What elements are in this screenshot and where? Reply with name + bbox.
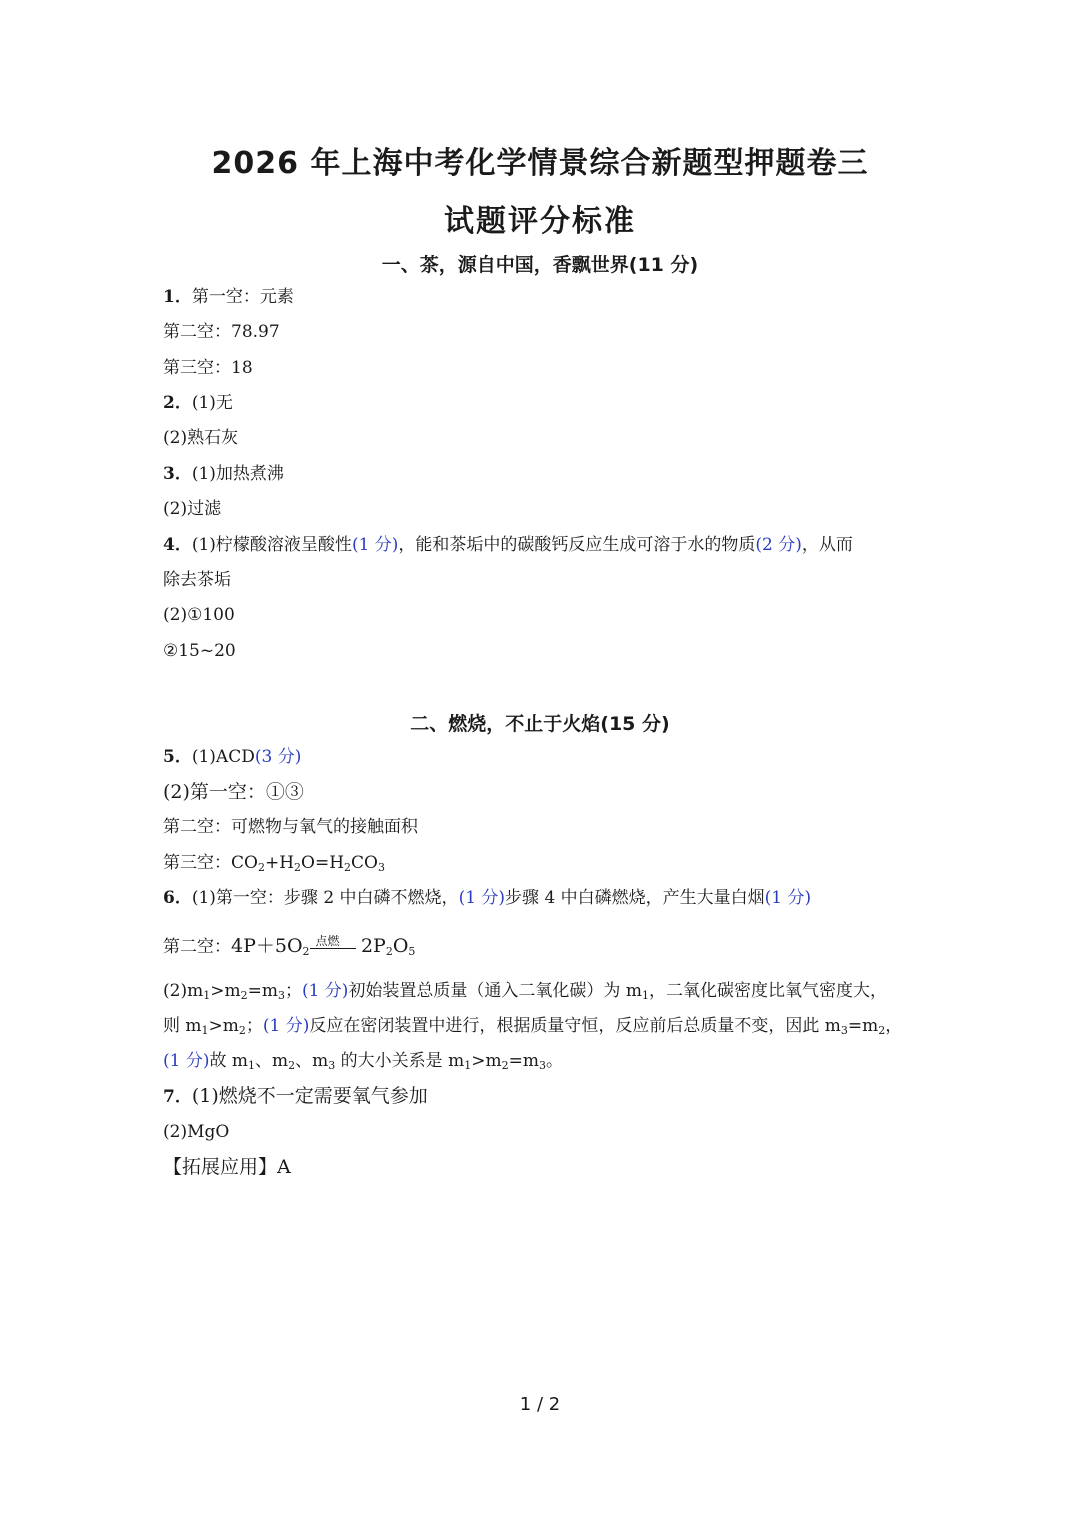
q7-number: 7． (163, 1087, 192, 1107)
q4-number: 4． (163, 535, 192, 555)
q7-line-1: 7．(1)燃烧不一定需要氧气参加 (163, 1085, 428, 1107)
score-note: (1 分) (163, 1051, 210, 1071)
score-note: (1 分) (458, 888, 506, 908)
q4-line-2: 除去茶垢 (163, 570, 231, 590)
score-note: (3 分) (254, 747, 302, 767)
q1-line-3: 第三空：18 (163, 358, 253, 378)
page-title: 2026 年上海中考化学情景综合新题型押题卷三 (211, 146, 869, 181)
q2-number: 2． (163, 393, 192, 413)
q5-line-3: 第二空：可燃物与氧气的接触面积 (163, 817, 418, 837)
q6-line-1: 6．(1)第一空：步骤 2 中白磷不燃烧，(1 分)步骤 4 中白磷燃烧，产生大量白烟(1 分) (163, 888, 812, 908)
section-2-heading: 二、燃烧，不止于火焰(15 分) (410, 713, 670, 735)
q1-line-2: 第二空：78.97 (163, 322, 280, 342)
q3-line-1: 3．(1)加热煮沸 (163, 464, 284, 484)
q4-line-3: (2)①100 (163, 605, 235, 625)
score-note: (1 分) (301, 981, 349, 1001)
q4-line-4: ②15~20 (163, 641, 236, 661)
score-note: (2 分) (755, 535, 802, 555)
q2-line-2: (2)熟石灰 (163, 428, 239, 448)
q5-line-4-equation: 第三空：$CO_2+H_2O=H_2CO_3$ (163, 853, 385, 874)
q5-number: 5． (163, 747, 192, 767)
q7-line-2: (2)MgO (163, 1122, 230, 1142)
q7-line-3: 【拓展应用】A (163, 1156, 291, 1178)
page-subtitle: 试题评分标准 (444, 204, 636, 239)
q6-line-2-equation: 第二空：$4P+5O_2$ 点燃 $2P_2O_5$ (163, 934, 416, 958)
page-number: 1 / 2 (519, 1394, 561, 1415)
score-note: (1 分) (351, 535, 399, 555)
q5-line-1: 5．(1)ACD(3 分) (163, 747, 302, 767)
q3-line-2: (2)过滤 (163, 499, 222, 519)
reaction-arrow: 点燃 (310, 935, 356, 959)
q3-number: 3． (163, 464, 192, 484)
q4-line-1: 4．(1)柠檬酸溶液呈酸性(1 分)，能和茶垢中的碳酸钙反应生成可溶于水的物质(2 分)，从而 (163, 535, 853, 555)
q1-number: 1． (163, 287, 192, 307)
q1-line-1: 1．第一空：元素 (163, 287, 294, 307)
q5-line-2: (2)第一空：①③ (163, 781, 304, 803)
score-note: (1 分) (764, 888, 812, 908)
q6-line-5: (1 分)故 $m_1$、$m_2$、$m_3$ 的大小关系是 $m_1>m_2=m_3$。 (163, 1051, 563, 1072)
q6-line-4: 则 $m_1>m_2$；(1 分)反应在密闭装置中进行，根据质量守恒，反应前后总质量不变，因此 $m_3=m_2$， (163, 1016, 903, 1037)
score-note: (1 分) (262, 1016, 310, 1036)
section-1-heading: 一、茶，源自中国，香飘世界(11 分) (381, 254, 699, 276)
q2-line-1: 2．(1)无 (163, 393, 233, 413)
q6-number: 6． (163, 888, 192, 908)
q6-line-3: $(2)m_1>m_2=m_3$；(1 分)初始装置总质量（通入二氧化碳）为 $m_1$，二氧化碳密度比氧气密度大， (163, 981, 887, 1002)
